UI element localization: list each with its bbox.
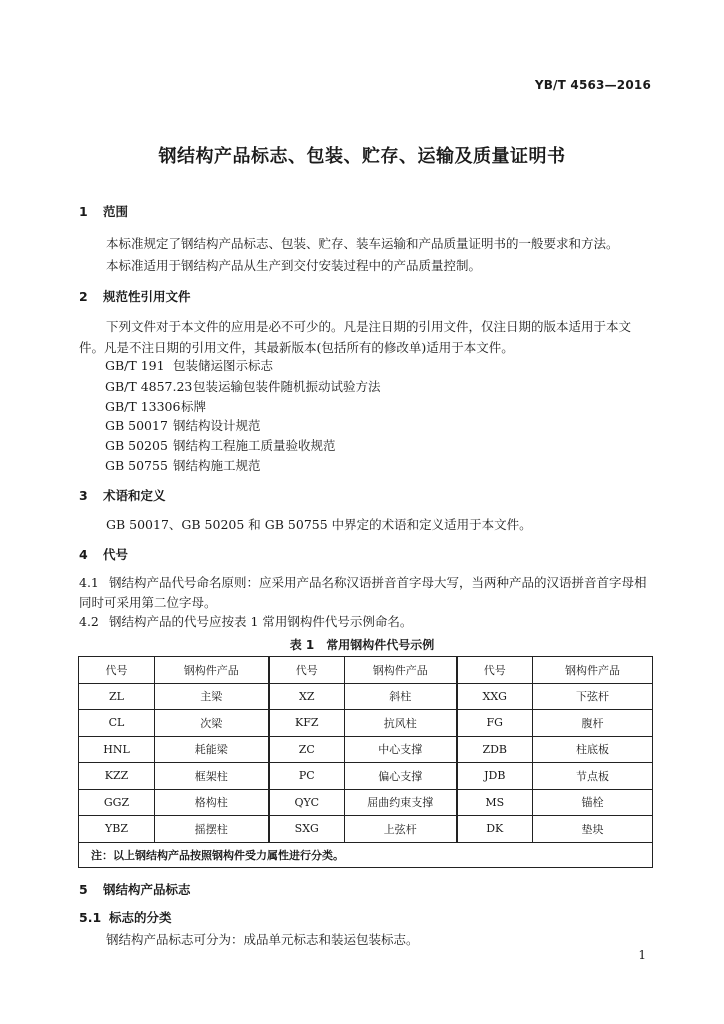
table-row (79, 736, 653, 763)
table-cell: KFZ (269, 710, 345, 737)
table-cell: ZC (269, 736, 345, 763)
reference-item (105, 436, 336, 454)
table-note-row (79, 842, 653, 867)
reference-name: 钢结构工程施工质量验收规范 (173, 438, 336, 453)
clause-4-1 (79, 573, 647, 591)
section-number: 4 (79, 547, 88, 562)
paragraph: GB 50017、GB 50205 和 GB 50755 中界定的术语和定义适用于本文件。 (106, 517, 532, 532)
document-title: 钢结构产品标志、包装、贮存、运输及质量证明书 (158, 146, 566, 167)
reference-name: 钢结构施工规范 (173, 458, 261, 473)
clause-5-1-heading (79, 908, 172, 926)
reference-code: GB 50017 (105, 418, 168, 433)
table-cell: HNL (79, 736, 155, 763)
table-cell: 节点板 (533, 763, 653, 790)
table-note: 注：以上钢结构产品按照钢构件受力属性进行分类。 (79, 842, 653, 867)
table-header-cell: 代号 (457, 657, 533, 684)
table-cell: FG (457, 710, 533, 737)
table-cell: QYC (269, 789, 345, 816)
section-number: 1 (79, 204, 88, 219)
reference-item (105, 356, 273, 374)
paragraph: 本标准规定了钢结构产品标志、包装、贮存、装车运输和产品质量证明书的一般要求和方法。 (106, 236, 619, 251)
table-cell: 锚栓 (533, 789, 653, 816)
table-row (79, 763, 653, 790)
table-cell: 主梁 (155, 683, 269, 710)
section-number: 2 (79, 289, 88, 304)
table-caption: 表 1 常用钢构件代号示例 (289, 638, 435, 652)
page-number: 1 (638, 948, 646, 962)
reference-item (105, 397, 206, 415)
paragraph: 钢结构产品标志可分为：成品单元标志和装运包装标志。 (106, 932, 419, 947)
table-header-cell: 钢构件产品 (345, 657, 457, 684)
reference-name: 包装储运图示标志 (173, 358, 274, 373)
table-cell: SXG (269, 816, 345, 843)
section-2-heading (79, 287, 191, 305)
table-cell: YBZ (79, 816, 155, 843)
table-cell: 摇摆柱 (155, 816, 269, 843)
table-cell: 斜柱 (345, 683, 457, 710)
paragraph: 本标准适用于钢结构产品从生产到交付安装过程中的产品质量控制。 (106, 258, 482, 273)
clause-number: 5.1 (79, 910, 102, 925)
table-cell: MS (457, 789, 533, 816)
reference-item (105, 456, 261, 474)
section-3-heading (79, 486, 166, 504)
clause-text: 钢结构产品的代号应按表 1 常用钢构件代号示例命名。 (109, 614, 413, 629)
section-1-heading (79, 202, 128, 220)
table-header-cell: 钢构件产品 (155, 657, 269, 684)
clause-text-continued: 同时可采用第二位字母。 (79, 595, 217, 610)
table-cell: DK (457, 816, 533, 843)
section-title: 规范性引用文件 (103, 289, 191, 304)
section-title: 范围 (103, 204, 129, 219)
reference-name: 包装运输包装件随机振动试验方法 (193, 379, 381, 394)
table-cell: 垫块 (533, 816, 653, 843)
table-cell: 下弦杆 (533, 683, 653, 710)
table-row (79, 789, 653, 816)
table-cell: XZ (269, 683, 345, 710)
reference-item (105, 377, 381, 395)
reference-name: 标牌 (181, 399, 207, 414)
table-cell: 腹杆 (533, 710, 653, 737)
reference-code: GB/T 13306 (105, 399, 181, 414)
clause-4-2 (79, 612, 412, 630)
table-cell: PC (269, 763, 345, 790)
table-cell: 中心支撑 (345, 736, 457, 763)
table-cell: 抗风柱 (345, 710, 457, 737)
clause-number: 4.2 (79, 614, 99, 629)
reference-item (105, 416, 261, 434)
clause-number: 4.1 (79, 575, 99, 590)
table-cell: GGZ (79, 789, 155, 816)
standard-number: YB/T 4563—2016 (534, 78, 651, 92)
section-4-heading (79, 545, 128, 563)
table-cell: 上弦杆 (345, 816, 457, 843)
reference-code: GB 50205 (105, 438, 168, 453)
table-cell: 屈曲约束支撑 (345, 789, 457, 816)
section-title: 术语和定义 (103, 488, 166, 503)
reference-code: GB/T 4857.23 (105, 379, 193, 394)
section-number: 3 (79, 488, 88, 503)
table-cell: 偏心支撑 (345, 763, 457, 790)
table-row (79, 710, 653, 737)
table-cell: 框架柱 (155, 763, 269, 790)
table-cell: 柱底板 (533, 736, 653, 763)
table-cell: KZZ (79, 763, 155, 790)
table-cell: 次梁 (155, 710, 269, 737)
clause-text: 钢结构产品代号命名原则：应采用产品名称汉语拼音首字母大写，当两种产品的汉语拼音首字母相 (109, 575, 647, 590)
table-header-cell: 代号 (79, 657, 155, 684)
reference-name: 钢结构设计规范 (173, 418, 261, 433)
table-header-row (79, 657, 653, 684)
section-title: 钢结构产品标志 (103, 882, 191, 897)
section-number: 5 (79, 882, 88, 897)
table-cell: 格构柱 (155, 789, 269, 816)
section-5-heading (79, 880, 191, 898)
section-title: 代号 (103, 547, 129, 562)
table-cell: ZL (79, 683, 155, 710)
table-cell: XXG (457, 683, 533, 710)
table-cell: ZDB (457, 736, 533, 763)
paragraph-line: 下列文件对于本文件的应用是必不可少的。凡是注日期的引用文件，仅注日期的版本适用于本文 (106, 319, 632, 334)
table-row (79, 683, 653, 710)
table-cell: 耗能梁 (155, 736, 269, 763)
reference-code: GB 50755 (105, 458, 168, 473)
table-cell: JDB (457, 763, 533, 790)
reference-code: GB/T 191 (105, 358, 165, 373)
clause-title: 标志的分类 (109, 910, 172, 925)
code-table (78, 656, 653, 868)
table-cell: CL (79, 710, 155, 737)
table-header-cell: 钢构件产品 (533, 657, 653, 684)
table-row (79, 816, 653, 843)
paragraph-line: 件。凡是不注日期的引用文件，其最新版本(包括所有的修改单)适用于本文件。 (79, 340, 514, 355)
table-header-cell: 代号 (269, 657, 345, 684)
